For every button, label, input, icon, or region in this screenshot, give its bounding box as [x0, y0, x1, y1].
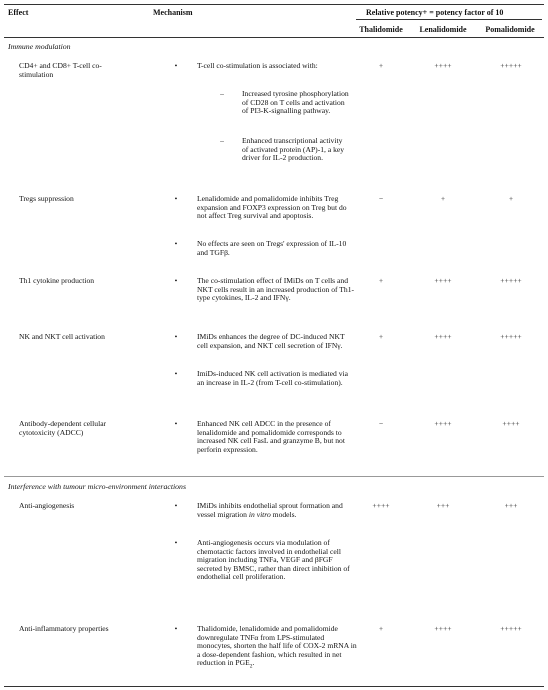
header-relative-potency: Relative potency+ = potency factor of 10	[366, 8, 504, 17]
mechanism-tregs-b1: Lenalidomide and pomalidomide inhibits Treg expansion and FOXP3 expression on Treg but do not affect Treg survival and apoptosis.	[197, 194, 347, 221]
potency-th1-thalidomide: +	[378, 276, 384, 285]
header-mechanism: Mechanism	[153, 8, 193, 17]
effect-anti-inflammatory: Anti-inflammatory properties	[19, 624, 109, 633]
bullet-icon: •	[174, 332, 178, 341]
bullet-icon: •	[174, 194, 178, 203]
angio-b1-italic: in vitro	[248, 509, 271, 519]
potency-th1-lenalidomide: ++++	[434, 276, 452, 285]
mechanism-cd4-s2: Enhanced transcriptional activity of activated protein (AP)-1, a key driver for IL-2 production.	[242, 136, 345, 163]
bullet-icon: •	[174, 419, 178, 428]
mechanism-angio-b2: Anti-angiogenesis occurs via modulation of chemotactic factors involved in endothelial cell migration including TNFa, VEGF and βFGF secreted by BMSC, rather than direct inhibition of endothelial cell proliferation.	[197, 538, 350, 582]
mechanism-angio-b1	[197, 502, 357, 519]
potency-th1-pomalidomide: +++++	[500, 276, 522, 285]
potency-cd4-pomalidomide: +++++	[500, 61, 522, 70]
potency-angio-pomalidomide: +++	[504, 501, 518, 510]
potency-underline	[356, 19, 542, 20]
header-pomalidomide: Pomalidomide	[485, 25, 535, 34]
potency-cd4-lenalidomide: ++++	[434, 61, 452, 70]
bullet-icon: •	[174, 61, 178, 70]
potency-nk-pomalidomide: +++++	[500, 332, 522, 341]
potency-inflam-thalidomide: +	[378, 624, 384, 633]
mechanism-nk-b1: IMiDs enhances the degree of DC-induced NKT cell expansion, and NKT cell secretion of IFNγ.	[197, 332, 345, 350]
dash-icon: –	[220, 136, 224, 145]
mechanism-tregs-b2: No effects are seen on Tregs' expression of IL-10 and TGFβ.	[197, 239, 347, 257]
potency-adcc-lenalidomide: ++++	[434, 419, 452, 428]
header-lenalidomide: Lenalidomide	[419, 25, 467, 34]
potency-tregs-pomalidomide: +	[508, 194, 514, 203]
effect-anti-angiogenesis: Anti-angiogenesis	[19, 501, 75, 510]
potency-nk-thalidomide: +	[378, 332, 384, 341]
mechanism-adcc-b1: Enhanced NK cell ADCC in the presence of lenalidomide and pomalidomide corresponds to increased NK cell FasL and granzyme B, but not perforin expression.	[197, 419, 345, 454]
potency-nk-lenalidomide: ++++	[434, 332, 452, 341]
inflam-b1-end: .	[252, 658, 255, 668]
effect-nk-nkt: NK and NKT cell activation	[19, 332, 105, 341]
bullet-icon: •	[174, 276, 178, 285]
effect-adcc: Antibody-dependent cellular cytotoxicity (ADCC)	[19, 419, 107, 437]
mechanism-cd4-b1: T-cell co-stimulation is associated with:	[197, 61, 318, 70]
potency-inflam-pomalidomide: +++++	[500, 624, 522, 633]
header-effect: Effect	[8, 8, 29, 17]
dash-icon: –	[220, 89, 224, 98]
bottom-rule	[4, 686, 544, 687]
potency-angio-lenalidomide: +++	[436, 501, 450, 510]
bullet-icon: •	[174, 239, 178, 248]
top-rule	[4, 4, 544, 5]
effect-cd4-cd8: CD4+ and CD8+ T-cell co-stimulation	[19, 61, 102, 79]
angio-b1-text: IMiDs inhibits endothelial sprout formation and vessel migration	[197, 501, 343, 519]
bullet-icon: •	[174, 369, 178, 378]
section-rule	[4, 476, 544, 477]
header-thalidomide: Thalidomide	[359, 25, 403, 34]
potency-angio-thalidomide: ++++	[372, 501, 390, 510]
inflam-b1-subscript: 2	[249, 663, 253, 670]
section-tumour-microenvironment: Interference with tumour micro-environment interactions	[8, 482, 186, 491]
effect-th1: Th1 cytokine production	[19, 276, 95, 285]
angio-b1-end: models.	[270, 509, 297, 519]
potency-adcc-thalidomide: −	[378, 419, 384, 428]
potency-inflam-lenalidomide: ++++	[434, 624, 452, 633]
section-immune-modulation: Immune modulation	[8, 42, 71, 51]
bullet-icon: •	[174, 501, 178, 510]
mechanism-cd4-s1: Increased tyrosine phosphorylation of CD28 on T cells and activation of PI3-K-signalling pathway.	[242, 89, 349, 116]
potency-tregs-lenalidomide: +	[440, 194, 446, 203]
effect-tregs: Tregs suppression	[19, 194, 74, 203]
potency-cd4-thalidomide: +	[378, 61, 384, 70]
bullet-icon: •	[174, 538, 178, 547]
mechanism-th1-b1: The co-stimulation effect of IMiDs on T cells and NKT cells result in an increased production of Th1-type cytokines, IL-2 and IFNγ.	[197, 276, 355, 303]
header-rule	[4, 37, 544, 38]
potency-adcc-pomalidomide: ++++	[502, 419, 520, 428]
mechanism-inflam-b1	[197, 625, 357, 668]
potency-tregs-thalidomide: −	[378, 194, 384, 203]
bullet-icon: •	[174, 624, 178, 633]
inflam-b1-text: Thalidomide, lenalidomide and pomalidomide downregulate TNFα from LPS-stimulated monocytes, shorten the half life of COX-2 mRNA in a dose-dependent fashion, which resulted in net reduction in PGE	[197, 624, 357, 668]
mechanism-nk-b2: ImiDs-induced NK cell activation is mediated via an increase in IL-2 (from T-cell co-stimulation).	[197, 369, 348, 387]
